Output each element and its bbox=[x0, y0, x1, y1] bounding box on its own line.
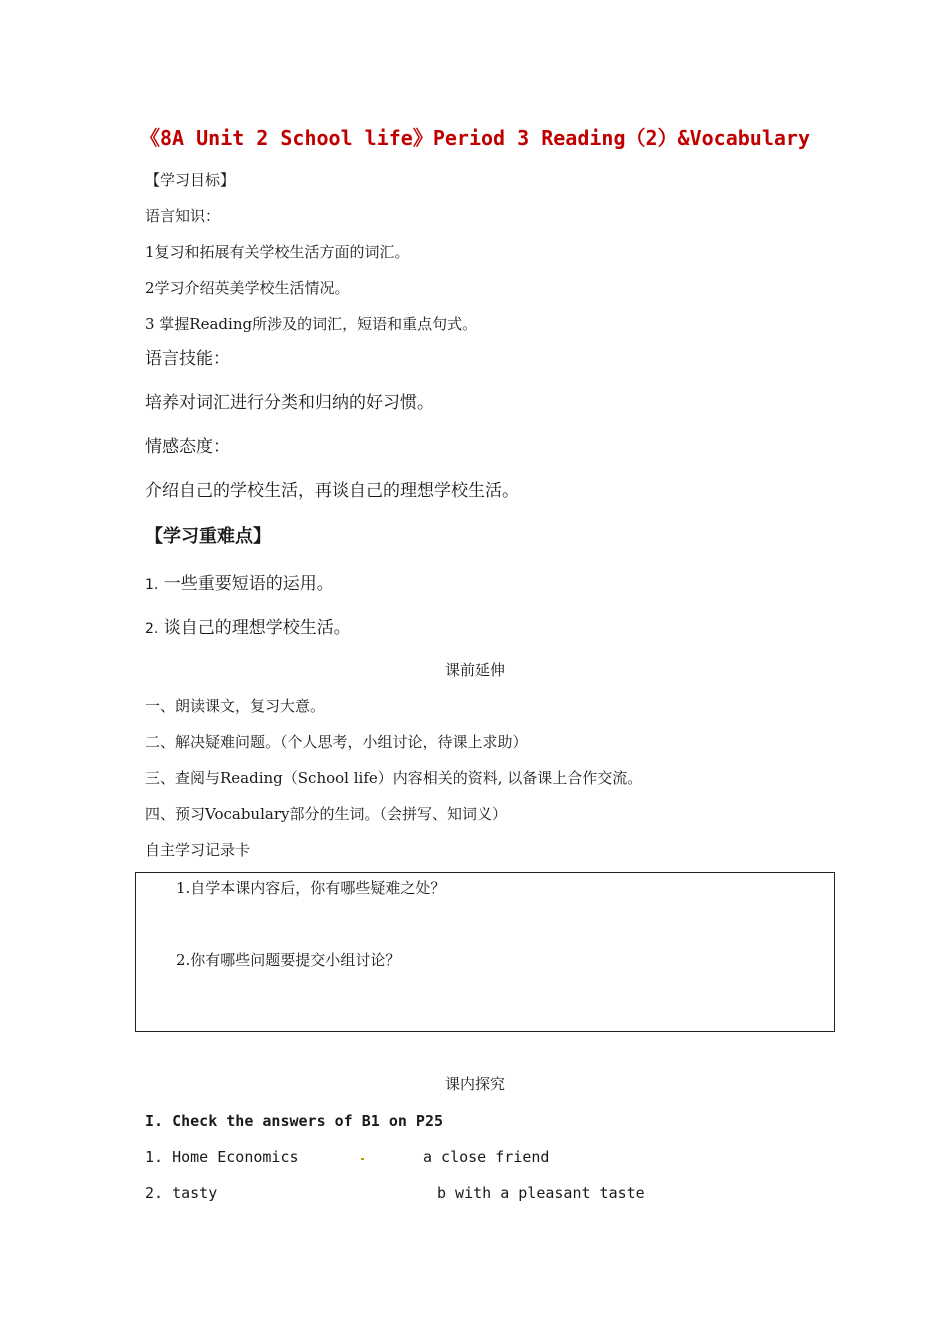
preview-item: 三、查阅与Reading（School life）内容相关的资料, 以备课上合作交流。 bbox=[145, 769, 643, 787]
preview-heading: 课前延伸 bbox=[444, 661, 505, 679]
key-point-number: 2. bbox=[145, 621, 159, 637]
attitude-label: 情感态度： bbox=[145, 437, 230, 457]
match-left: 1. Home Economics bbox=[145, 1148, 299, 1166]
key-points-heading: 【学习重难点】 bbox=[145, 526, 271, 547]
key-point-text: 一些重要短语的运用。 bbox=[163, 574, 334, 594]
key-point-item bbox=[145, 574, 334, 595]
skills-label: 语言技能： bbox=[145, 349, 230, 369]
knowledge-item: 1复习和拓展有关学校生活方面的词汇。 bbox=[145, 243, 410, 261]
match-right: b with a pleasant taste bbox=[437, 1184, 645, 1202]
knowledge-item: 3 掌握Reading所涉及的词汇，短语和重点句式。 bbox=[145, 315, 478, 333]
answer-blank-mark bbox=[361, 1158, 364, 1160]
match-left: 2. tasty bbox=[145, 1184, 218, 1202]
record-card-box bbox=[135, 872, 835, 1032]
key-point-text: 谈自己的理想学校生活。 bbox=[163, 618, 351, 638]
record-card-label: 自主学习记录卡 bbox=[145, 841, 251, 859]
record-question: 1.自学本课内容后，你有哪些疑难之处？ bbox=[176, 879, 446, 897]
knowledge-item: 2学习介绍英美学校生活情况。 bbox=[145, 279, 350, 297]
key-point-number: 1. bbox=[145, 577, 159, 593]
section-title: I. Check the answers of B1 on P25 bbox=[145, 1112, 444, 1130]
preview-item: 一、朗读课文，复习大意。 bbox=[145, 697, 326, 715]
record-question: 2.你有哪些问题要提交小组讨论？ bbox=[176, 951, 401, 969]
objectives-heading: 【学习目标】 bbox=[145, 171, 236, 189]
attitude-text: 介绍自己的学校生活，再谈自己的理想学校生活。 bbox=[145, 481, 519, 501]
knowledge-label: 语言知识： bbox=[145, 207, 221, 225]
inclass-heading: 课内探究 bbox=[444, 1075, 505, 1093]
match-right: a close friend bbox=[423, 1148, 550, 1166]
preview-item: 四、预习Vocabulary部分的生词。（会拼写、知词义） bbox=[145, 805, 507, 823]
key-point-item bbox=[145, 618, 351, 639]
skills-text: 培养对词汇进行分类和归纳的好习惯。 bbox=[145, 393, 434, 413]
document-title: 《8A Unit 2 School life》Period 3 Reading（2）&Vocabulary bbox=[139, 126, 810, 150]
preview-item: 二、解决疑难问题。（个人思考，小组讨论，待课上求助） bbox=[145, 733, 528, 751]
